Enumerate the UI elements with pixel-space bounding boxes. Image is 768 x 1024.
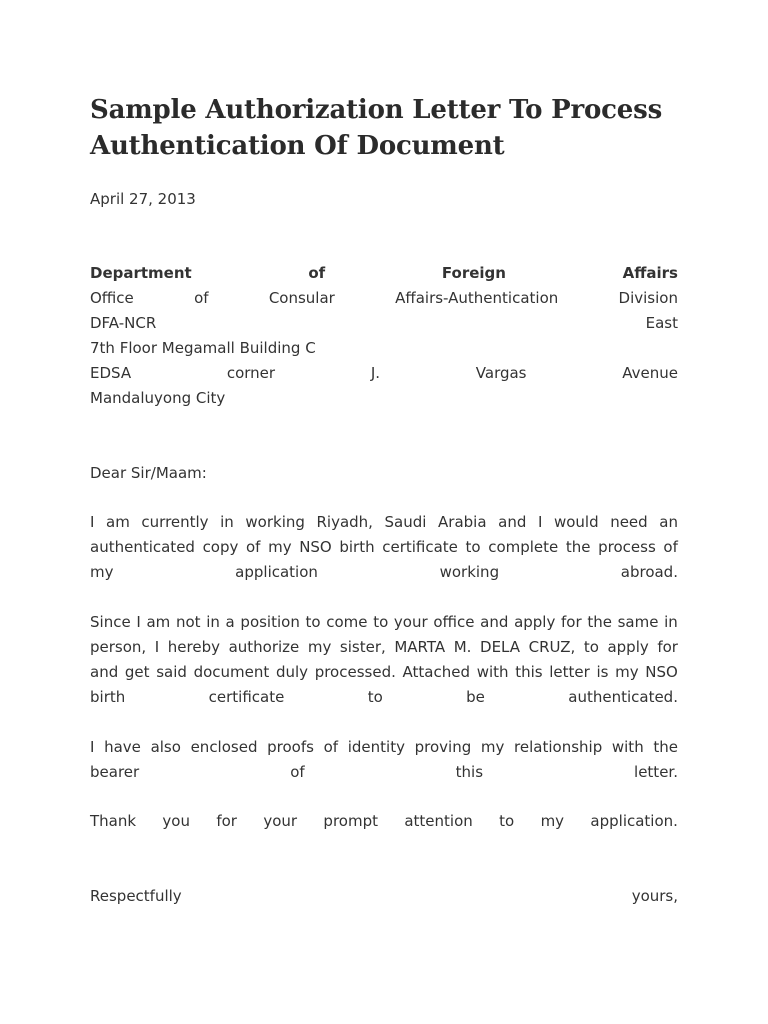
closing — [90, 884, 678, 909]
paragraph-line — [90, 535, 678, 560]
letter-date: April 27, 2013 — [90, 190, 196, 208]
paragraph-word: Arabia — [438, 513, 487, 531]
paragraph-word: and — [480, 613, 509, 631]
document-title — [90, 92, 678, 164]
paragraph-word: I — [154, 638, 160, 656]
paragraph-word: I — [90, 513, 95, 531]
paragraph-word: application — [235, 563, 318, 581]
paragraph-word: M. — [453, 638, 472, 656]
address-word: Department — [90, 264, 192, 282]
paragraph-last-line — [90, 560, 678, 585]
paragraph-word: authenticated — [90, 538, 195, 556]
paragraph-word: apply — [607, 638, 649, 656]
paragraph-word: NSO — [645, 663, 678, 681]
address-line-6: Mandaluyong City — [90, 389, 226, 407]
address-word: Foreign — [441, 264, 506, 282]
paragraph-word: the — [565, 538, 591, 556]
address-word: Division — [618, 289, 678, 307]
address-word: Vargas — [475, 364, 527, 382]
paragraph-word: also — [150, 738, 181, 756]
paragraph-word: NSO — [299, 538, 332, 556]
paragraph-word: prompt — [323, 812, 378, 830]
address-line-1 — [90, 261, 678, 286]
paragraph-word: your — [263, 812, 298, 830]
paragraph-last-line — [90, 760, 678, 785]
paragraph-word: come — [326, 613, 368, 631]
address-word: Avenue — [622, 364, 678, 382]
paragraph-last-line — [90, 685, 678, 710]
address-word: Consular — [268, 289, 335, 307]
paragraph-word: hereby — [167, 638, 220, 656]
paragraph-word: person, — [90, 638, 147, 656]
paragraph-word: to — [367, 688, 383, 706]
address-line-4: 7th Floor Megamall Building C — [90, 339, 316, 357]
paragraph-word: position — [240, 613, 300, 631]
paragraph-word: not — [175, 613, 201, 631]
paragraph-word: and — [90, 663, 119, 681]
paragraph-word: I — [136, 613, 141, 631]
paragraph-word: I — [537, 513, 543, 531]
address-word: East — [645, 314, 678, 332]
address-word: J. — [370, 364, 381, 382]
closing-word: yours, — [631, 887, 678, 905]
paragraph-word: for — [657, 638, 678, 656]
paragraph-word: for — [216, 812, 237, 830]
closing-line — [90, 884, 678, 909]
paragraph-word: duly — [275, 663, 309, 681]
address-word: Affairs-Authentication — [395, 289, 559, 307]
paragraph-word: am — [146, 613, 171, 631]
paragraph-line — [90, 660, 678, 685]
paragraph-word: copy — [202, 538, 239, 556]
paragraph-word: be — [466, 688, 485, 706]
paragraph-word: the — [587, 613, 612, 631]
address-word: DFA-NCR — [90, 314, 157, 332]
paragraph-line — [90, 610, 678, 635]
paragraph-word: of — [290, 763, 305, 781]
title-line-2: Authentication Of Document — [90, 131, 505, 161]
address-word: Office — [90, 289, 134, 307]
paragraph-word: working — [245, 513, 305, 531]
paragraph-word: my — [90, 563, 114, 581]
paragraph-word: my — [307, 638, 332, 656]
paragraph-line — [90, 510, 678, 535]
paragraph-word: sister, — [339, 638, 386, 656]
paragraph-word: processed. — [314, 663, 396, 681]
paragraph-word: this — [455, 763, 484, 781]
paragraph-word: of — [323, 738, 339, 756]
paragraph-word: am — [106, 513, 130, 531]
paragraph-word: in — [220, 513, 234, 531]
paragraph-word: I — [90, 738, 95, 756]
paragraph-word: this — [515, 663, 543, 681]
paragraph-word: to — [583, 638, 599, 656]
paragraph-word: an — [659, 513, 678, 531]
paragraph-word: Since — [90, 613, 131, 631]
salutation: Dear Sir/Maam: — [90, 464, 207, 482]
paragraph-word: the — [653, 738, 678, 756]
address-word: EDSA — [90, 364, 132, 382]
paragraph-word: my — [480, 738, 505, 756]
title-line-1: Sample Authorization Letter To Process — [90, 95, 663, 125]
paragraph-word: Riyadh, — [316, 513, 373, 531]
paragraph-word: my — [540, 812, 565, 830]
paragraph-word: apply — [514, 613, 556, 631]
paragraph-word: complete — [488, 538, 559, 556]
paragraph-line — [90, 735, 678, 760]
paragraph-word: letter — [549, 663, 590, 681]
paragraph-3 — [90, 735, 678, 785]
paragraph-word: certificate — [382, 538, 458, 556]
closing-word: Respectfully — [90, 887, 182, 905]
paragraph-word: relationship — [514, 738, 603, 756]
paragraph-word: abroad. — [620, 563, 678, 581]
paragraph-word: certificate — [208, 688, 285, 706]
paragraph-word: office — [433, 613, 475, 631]
paragraph-word: said — [156, 663, 187, 681]
paragraph-word: have — [104, 738, 141, 756]
address-word: of — [308, 264, 326, 282]
paragraph-word: Saudi — [384, 513, 427, 531]
paragraph-word: attention — [404, 812, 473, 830]
address-word: corner — [226, 364, 276, 382]
paragraph-word: with — [476, 663, 509, 681]
letter-page — [90, 92, 678, 909]
recipient-address — [90, 261, 678, 411]
paragraph-word: and — [498, 513, 527, 531]
paragraph-word: to — [465, 538, 481, 556]
paragraph-word: for — [561, 613, 582, 631]
paragraph-line — [90, 635, 678, 660]
paragraph-word: MARTA — [394, 638, 446, 656]
paragraph-word: proofs — [267, 738, 314, 756]
paragraph-word: proving — [414, 738, 472, 756]
paragraph-word: same — [617, 613, 659, 631]
paragraph-word: document — [193, 663, 270, 681]
paragraph-1 — [90, 510, 678, 585]
paragraph-word: is — [596, 663, 609, 681]
paragraph-word: bearer — [90, 763, 140, 781]
address-line-3 — [90, 311, 678, 336]
paragraph-4 — [90, 809, 678, 834]
paragraph-word: your — [393, 613, 428, 631]
address-line-2 — [90, 286, 678, 311]
paragraph-word: currently — [141, 513, 209, 531]
paragraph-word: working — [439, 563, 500, 581]
paragraph-word: my — [615, 663, 639, 681]
paragraph-word: in — [664, 613, 678, 631]
paragraph-word: authenticated. — [568, 688, 678, 706]
paragraph-word: to — [499, 812, 515, 830]
paragraph-word: to — [305, 613, 321, 631]
paragraph-word: Attached — [402, 663, 471, 681]
paragraph-word: birth — [339, 538, 375, 556]
paragraph-word: a — [225, 613, 235, 631]
paragraph-word: authorize — [228, 638, 300, 656]
paragraph-word: of — [246, 538, 261, 556]
paragraph-word: enclosed — [190, 738, 258, 756]
paragraph-word: process — [598, 538, 656, 556]
paragraph-word: of — [663, 538, 678, 556]
paragraph-word: CRUZ, — [528, 638, 576, 656]
paragraph-word: birth — [90, 688, 126, 706]
paragraph-word: to — [373, 613, 389, 631]
paragraph-word: Thank — [90, 812, 137, 830]
paragraph-word: my — [268, 538, 292, 556]
paragraph-word: would — [553, 513, 599, 531]
paragraph-word: need — [610, 513, 648, 531]
paragraph-word: in — [206, 613, 220, 631]
paragraph-2 — [90, 610, 678, 710]
address-word: Affairs — [622, 264, 678, 282]
paragraph-word: with — [611, 738, 644, 756]
paragraph-last-line — [90, 809, 678, 834]
paragraph-word: get — [124, 663, 150, 681]
paragraph-word: letter. — [634, 763, 678, 781]
paragraph-word: DELA — [480, 638, 521, 656]
address-word: of — [194, 289, 209, 307]
paragraph-word: identity — [347, 738, 405, 756]
paragraph-word: application. — [590, 812, 678, 830]
address-line-5 — [90, 361, 678, 386]
paragraph-word: you — [162, 812, 190, 830]
